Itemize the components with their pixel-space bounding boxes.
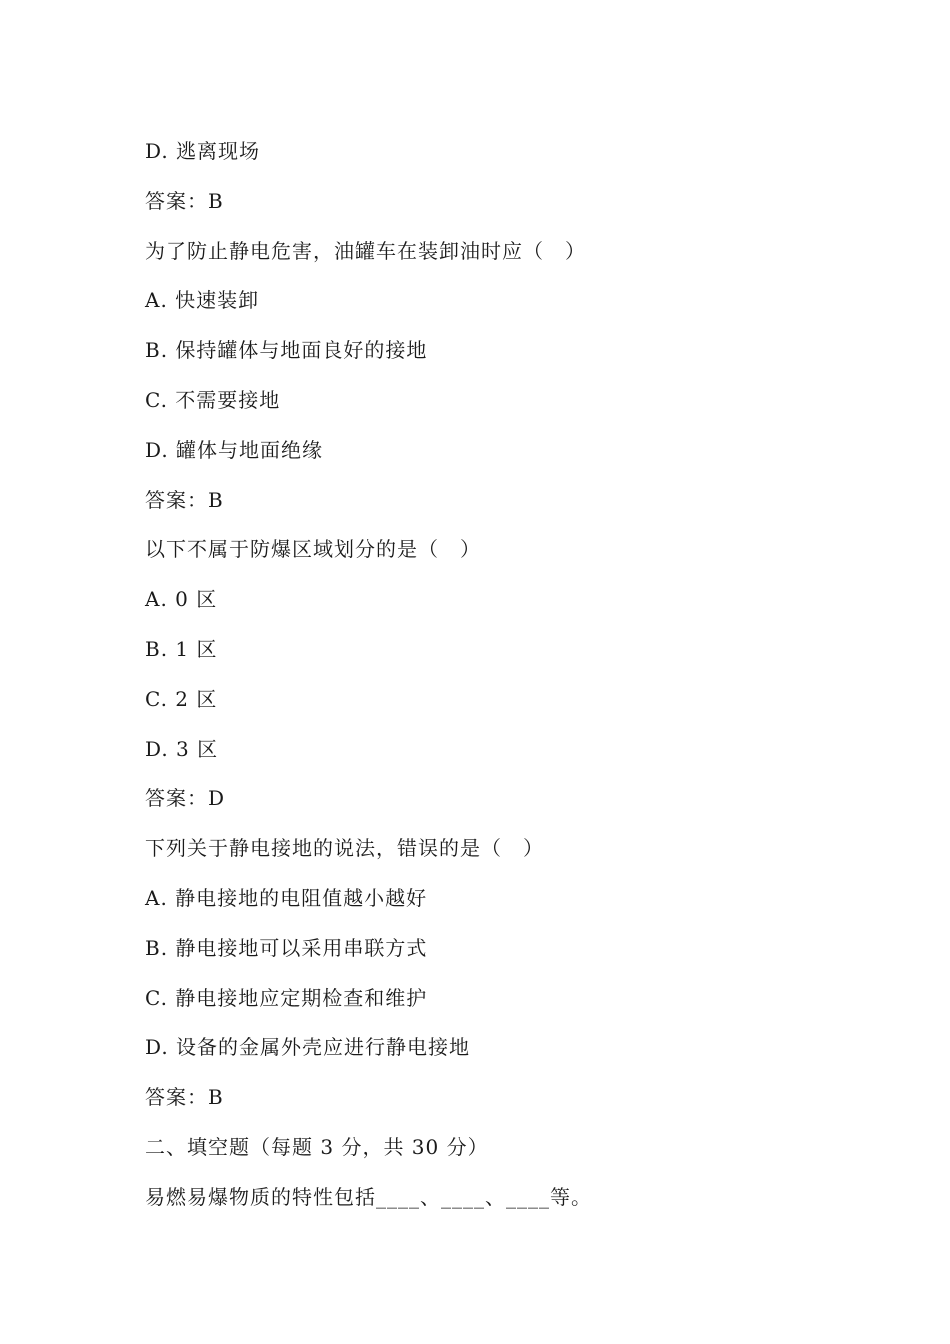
option-c-line: C. 静电接地应定期检查和维护 [145, 985, 428, 1010]
section-heading: 二、填空题（每题 3 分，共 30 分） [145, 1134, 489, 1159]
option-a-line: A. 0 区 [145, 587, 218, 612]
answer-line: 答案：B [145, 487, 224, 512]
option-d-line: D. 设备的金属外壳应进行静电接地 [145, 1035, 471, 1060]
option-a-line: A. 快速装卸 [145, 288, 260, 313]
option-d-line: D. 逃离现场 [145, 139, 261, 163]
question-line: 为了防止静电危害，油罐车在装卸油时应（ ） [145, 238, 586, 263]
fill-in-question-line: 易燃易爆物质的特性包括____、____、____等。 [145, 1184, 592, 1209]
option-b-line: B. 1 区 [145, 636, 218, 661]
option-b-line: B. 静电接地可以采用串联方式 [145, 935, 428, 960]
option-a-line: A. 静电接地的电阻值越小越好 [145, 885, 428, 910]
option-b-line: B. 保持罐体与地面良好的接地 [145, 338, 428, 363]
document-content [145, 131, 845, 1227]
question-line: 以下不属于防爆区域划分的是（ ） [145, 537, 481, 562]
question-line: 下列关于静电接地的说法，错误的是（ ） [145, 836, 544, 861]
answer-line: 答案：B [145, 1085, 224, 1110]
option-c-line: C. 不需要接地 [145, 387, 281, 412]
option-c-line: C. 2 区 [145, 686, 218, 711]
option-d-line: D. 3 区 [145, 736, 219, 761]
answer-line: 答案：D [145, 786, 226, 811]
answer-line: 答案：B [145, 188, 224, 213]
option-d-line: D. 罐体与地面绝缘 [145, 437, 324, 462]
